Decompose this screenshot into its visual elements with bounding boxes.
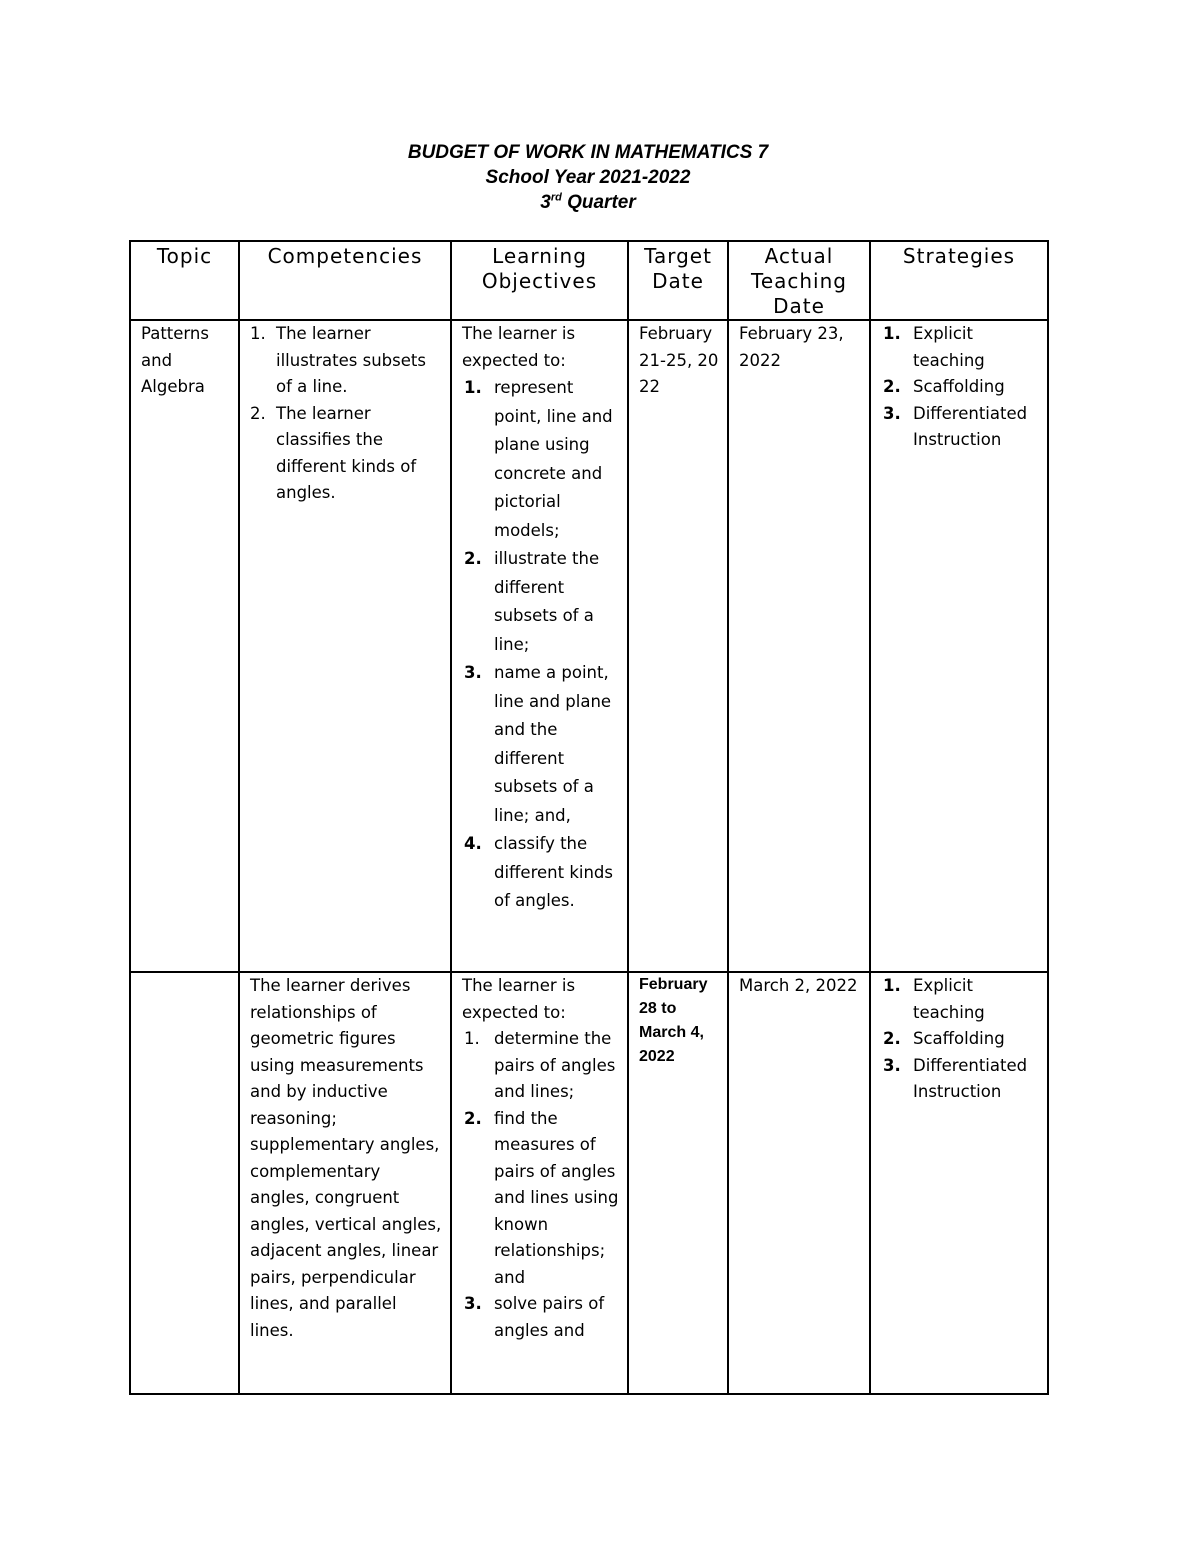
strategies-list	[871, 973, 1047, 1106]
table-row	[130, 320, 1048, 972]
target-date-text: February 21-25, 2022	[639, 324, 719, 396]
table-header-row	[130, 241, 1048, 320]
list-item-text: Scaffolding	[913, 1029, 1005, 1048]
list-number: 2.	[883, 377, 901, 396]
school-year: School Year 2021-2022	[485, 167, 691, 188]
list-item	[462, 545, 619, 659]
quarter-superscript: rd	[550, 191, 562, 204]
quarter-number: 3	[540, 192, 551, 213]
list-number: 3.	[464, 663, 482, 682]
list-item	[881, 401, 1039, 454]
list-number: 3.	[883, 403, 901, 423]
competencies-text: The learner derives relationships of geometric figures using measurements and by inductive reasoning; supplementary angles, complementary angles, congruent angles, vertical angles, adjacent angles, linear pairs, perpendicular lines, and parallel lines.	[250, 976, 442, 1340]
list-number: 2.	[464, 1108, 482, 1128]
document-header	[0, 140, 1176, 215]
topic-cell	[130, 972, 239, 1394]
strategies-list	[871, 321, 1047, 454]
topic-cell	[130, 320, 239, 972]
list-item-text: Explicit teaching	[913, 324, 985, 370]
list-number: 1.	[250, 324, 266, 343]
target-date-cell	[628, 972, 728, 1394]
objectives-list	[452, 374, 627, 916]
column-header-topic: Topic	[130, 241, 239, 320]
objectives-intro: The learner is expected to:	[462, 976, 576, 1022]
list-number: 2.	[464, 549, 482, 568]
list-item-text: classify the different kinds of angles.	[494, 834, 613, 910]
list-item	[462, 659, 619, 830]
column-header-actual-teaching-date: Actual Teaching Date	[728, 241, 870, 320]
list-item-text: The learner illustrates subsets of a line.	[276, 324, 426, 396]
list-item	[881, 1053, 1039, 1106]
list-item-text: The learner classifies the different kinds of angles.	[276, 403, 417, 502]
column-header-competencies: Competencies	[239, 241, 451, 320]
list-item	[881, 321, 1039, 374]
list-number: 2.	[250, 403, 266, 423]
list-item	[462, 1291, 619, 1344]
quarter-word: Quarter	[561, 192, 636, 213]
list-item	[881, 973, 1039, 1026]
column-header-learning-objectives: Learning Objectives	[451, 241, 628, 320]
competencies-list	[240, 321, 450, 507]
objectives-cell	[451, 972, 628, 1394]
list-item-text: determine the pairs of angles and lines;	[494, 1029, 616, 1101]
list-item	[881, 374, 1039, 401]
list-item	[250, 401, 442, 507]
list-number: 1.	[883, 976, 901, 995]
list-item-text: find the measures of pairs of angles and lines using known relationships; and	[494, 1108, 619, 1287]
objectives-cell	[451, 320, 628, 972]
list-item	[462, 374, 619, 545]
objectives-intro: The learner is expected to:	[462, 324, 576, 370]
list-number: 4.	[464, 834, 482, 853]
list-item-text: Scaffolding	[913, 377, 1005, 396]
list-item	[462, 1106, 619, 1292]
budget-table	[129, 240, 1049, 1395]
strategies-cell	[870, 972, 1048, 1394]
document-title: BUDGET OF WORK IN MATHEMATICS 7	[407, 142, 769, 163]
competencies-cell	[239, 972, 451, 1394]
column-header-target-date: Target Date	[628, 241, 728, 320]
list-number: 1.	[464, 378, 482, 397]
list-item	[462, 830, 619, 916]
objectives-list	[452, 1026, 627, 1344]
topic-text: Patterns and Algebra	[141, 324, 209, 396]
list-item-text: represent point, line and plane using concrete and pictorial models;	[494, 378, 613, 540]
list-number: 1.	[464, 1029, 480, 1048]
list-number: 3.	[464, 1294, 482, 1313]
table-row	[130, 972, 1048, 1394]
competencies-cell	[239, 320, 451, 972]
target-date-cell	[628, 320, 728, 972]
list-item-text: Explicit teaching	[913, 976, 985, 1022]
quarter-label	[0, 190, 1176, 215]
column-header-strategies: Strategies	[870, 241, 1048, 320]
list-item	[462, 1026, 619, 1106]
target-date-text: February 28 to March 4, 2022	[639, 976, 708, 1065]
actual-date-cell	[728, 972, 870, 1394]
list-number: 2.	[883, 1029, 901, 1048]
list-item-text: illustrate the different subsets of a line;	[494, 549, 600, 654]
list-item-text: Differentiated Instruction	[913, 1055, 1028, 1101]
actual-date-text: February 23, 2022	[739, 324, 844, 370]
list-item-text: name a point, line and plane and the different subsets of a line; and,	[494, 663, 612, 825]
actual-date-cell	[728, 320, 870, 972]
actual-date-text: March 2, 2022	[739, 976, 858, 995]
list-item-text: Differentiated Instruction	[913, 403, 1028, 449]
list-item-text: solve pairs of angles and	[494, 1294, 605, 1340]
list-item	[250, 321, 442, 401]
strategies-cell	[870, 320, 1048, 972]
list-item	[881, 1026, 1039, 1053]
list-number: 1.	[883, 324, 901, 343]
list-number: 3.	[883, 1055, 901, 1075]
